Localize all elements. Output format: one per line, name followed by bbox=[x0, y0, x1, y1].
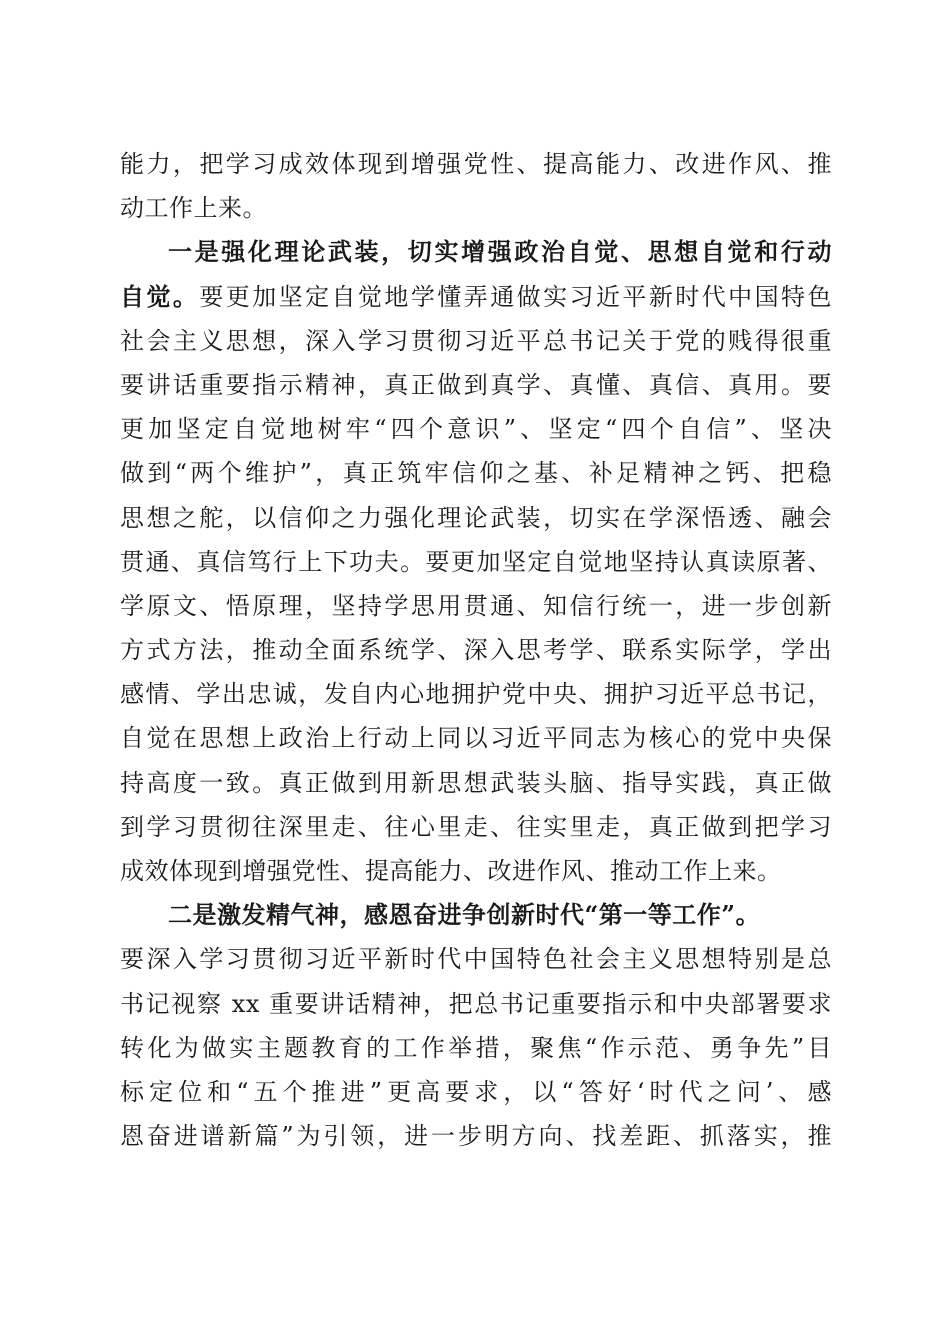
text-line bbox=[120, 275, 832, 319]
paragraph-text: 社会主义思想，深入学习贯彻习近平总书记关于党的贱得很重 bbox=[120, 326, 832, 355]
text-line bbox=[120, 1026, 832, 1070]
paragraph-text: 到学习贯彻往深里走、往心里走、往实里走，真正做到把学习 bbox=[120, 812, 832, 841]
text-line bbox=[120, 1114, 832, 1158]
paragraph-text: 成效体现到增强党性、提高能力、改进作风、推动工作上来。 bbox=[120, 857, 782, 885]
text-line bbox=[120, 805, 832, 849]
text-line bbox=[120, 761, 832, 805]
text-line bbox=[120, 628, 832, 672]
paragraph-text: 书记视察 xx 重要讲话精神，把总书记重要指示和中央部署要求 bbox=[120, 989, 832, 1018]
paragraph-text: 更加坚定自觉地树牢“四个意识”、坚定“四个自信”、坚决 bbox=[120, 415, 832, 444]
text-line bbox=[120, 407, 832, 451]
text-line bbox=[120, 849, 832, 893]
paragraph-text: 感情、学出忠诚，发自内心地拥护党中央、拥护习近平总书记， bbox=[120, 680, 832, 709]
text-line bbox=[120, 1070, 832, 1114]
text-line bbox=[120, 230, 832, 274]
paragraph-text: 要深入学习贯彻习近平新时代中国特色社会主义思想特别是总 bbox=[120, 945, 832, 974]
text-line bbox=[120, 982, 832, 1026]
paragraph-text: 做到“两个维护”，真正筑牢信仰之基、补足精神之钙、把稳 bbox=[120, 459, 832, 488]
text-line bbox=[120, 451, 832, 495]
text-line bbox=[120, 893, 832, 937]
paragraph-text: 要讲话重要指示精神，真正做到真学、真懂、真信、真用。要 bbox=[120, 370, 832, 399]
text-line bbox=[120, 319, 832, 363]
paragraph-text: 持高度一致。真正做到用新思想武装头脑、指导实践，真正做 bbox=[120, 768, 832, 797]
heading-text: 自觉。 bbox=[120, 281, 200, 311]
text-line bbox=[120, 937, 832, 981]
heading-text: 二是激发精气神，感恩奋进争创新时代“第一等工作”。 bbox=[168, 900, 761, 930]
text-line bbox=[120, 540, 832, 584]
paragraph-text: 思想之舵，以信仰之力强化理论武装，切实在学深悟透、融会 bbox=[120, 503, 832, 532]
text-line bbox=[120, 584, 832, 628]
paragraph-text: 恩奋进谱新篇”为引领，进一步明方向、找差距、抓落实，推 bbox=[120, 1122, 832, 1151]
paragraph-text: 动工作上来。 bbox=[120, 194, 267, 223]
heading-text: 一是强化理论武装，切实增强政治自觉、思想自觉和行动 bbox=[168, 237, 832, 267]
paragraph-text: 标定位和“五个推进”更高要求，以“答好‘时代之问’、感 bbox=[120, 1077, 832, 1106]
text-line bbox=[120, 672, 832, 716]
paragraph-text: 转化为做实主题教育的工作举措，聚焦“作示范、勇争先”目 bbox=[120, 1033, 832, 1062]
text-line bbox=[120, 142, 832, 186]
paragraph-text: 能力，把学习成效体现到增强党性、提高能力、改进作风、推 bbox=[120, 150, 832, 178]
paragraph-text: 自觉在思想上政治上行动上同以习近平同志为核心的党中央保 bbox=[120, 724, 832, 753]
paragraph-text: 要更加坚定自觉地学懂弄通做实习近平新时代中国特色 bbox=[199, 282, 832, 311]
paragraph-text: 方式方法，推动全面系统学、深入思考学、联系实际学，学出 bbox=[120, 636, 832, 665]
paragraph-text: 学原文、悟原理，坚持学思用贯通、知信行统一，进一步创新 bbox=[120, 591, 832, 620]
body-text bbox=[120, 142, 832, 1158]
text-line bbox=[120, 186, 832, 230]
text-line bbox=[120, 716, 832, 760]
paragraph-text: 贯通、真信笃行上下功夫。要更加坚定自觉地坚持认真读原著、 bbox=[120, 547, 832, 576]
text-line bbox=[120, 496, 832, 540]
text-line bbox=[120, 363, 832, 407]
